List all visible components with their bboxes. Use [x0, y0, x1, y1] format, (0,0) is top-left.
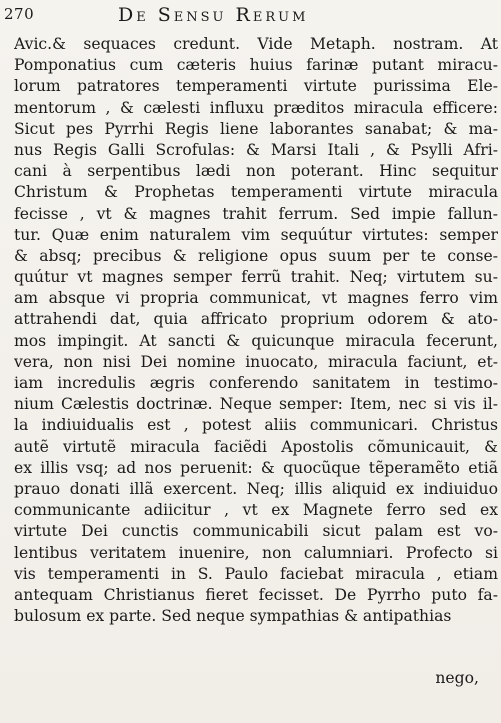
text-line: mos impingit. At sancti & quicunque miracula fecerunt,: [14, 331, 498, 350]
text-line: communicante adiicitur , vt ex Magnete ferro sed ex: [14, 501, 498, 520]
text-line: am absque vi propria communicat, vt magnes ferro vim: [14, 289, 498, 308]
text-line: cani à serpentibus lædi non poterant. Hinc sequitur: [14, 162, 498, 181]
page-header: [0, 4, 501, 32]
text-line: Pomponatius cum cæteris huius farinæ putant miracu-: [14, 56, 498, 75]
text-line: virtute Dei cunctis communicabili sicut palam est vo-: [14, 522, 498, 541]
text-line: tur. Quæ enim naturalem vim sequútur virtutes: semper: [14, 225, 498, 244]
text-line: quútur vt magnes semper ferrũ trahit. Neq; virtutem su-: [14, 268, 498, 287]
body-text: [14, 34, 498, 627]
text-line: Avic.& sequaces credunt. Vide Metaph. nostram. At: [14, 35, 498, 53]
text-line: nus Regis Galli Scrofulas: & Marsi Itali , & Psylli Afri-: [14, 140, 498, 159]
text-line: vera, non nisi Dei nomine inuocato, miracula faciunt, et-: [14, 352, 498, 371]
text-line: bulosum ex parte. Sed neque sympathias & antipathias: [14, 607, 452, 626]
text-line: antequam Christianus fieret fecisset. De Pyrrho puto fa-: [14, 585, 498, 604]
text-line: lentibus veritatem inuenire, non calumniari. Profecto si: [14, 543, 498, 562]
text-line: prauo donati illã exercent. Neq; illis aliquid ex indiuiduo: [14, 479, 498, 498]
text-line: Christum & Prophetas temperamenti virtute miracula: [14, 183, 498, 202]
text-line: iam incredulis ægris conferendo sanitatem in testimo-: [14, 374, 498, 392]
text-line: ex illis vsq; ad nos peruenit: & quocũque tẽperamẽto etiã: [14, 458, 498, 477]
text-line: nium Cælestis doctrinæ. Neque semper: Item, nec si vis il-: [14, 395, 498, 414]
page-number: 270: [4, 5, 35, 23]
text-line: Sicut pes Pyrrhi Regis liene laborantes sanabat; & ma-: [14, 119, 498, 138]
running-head: De Sensu Rerum: [118, 4, 309, 26]
catchword: nego,: [435, 669, 479, 687]
text-line: lorum patratores temperamenti virtute purissima Ele-: [14, 77, 498, 96]
text-line: attrahendi dat, quia affricato proprium odorem & ato-: [14, 310, 498, 329]
text-line: & absq; precibus & religione opus suum per te conse-: [14, 246, 498, 265]
text-line: vis temperamenti in S. Paulo faciebat miracula , etiam: [14, 564, 498, 583]
text-line: fecisse , vt & magnes trahit ferrum. Sed impie fallun-: [14, 204, 498, 223]
text-line: la indiuidualis est , potest aliis communicari. Christus: [14, 416, 498, 435]
text-line: autẽ virtutẽ miracula faciẽdi Apostolis cõmunicauit, &: [14, 437, 498, 456]
text-line: mentorum , & cælesti influxu præditos miracula efficere:: [14, 98, 498, 117]
